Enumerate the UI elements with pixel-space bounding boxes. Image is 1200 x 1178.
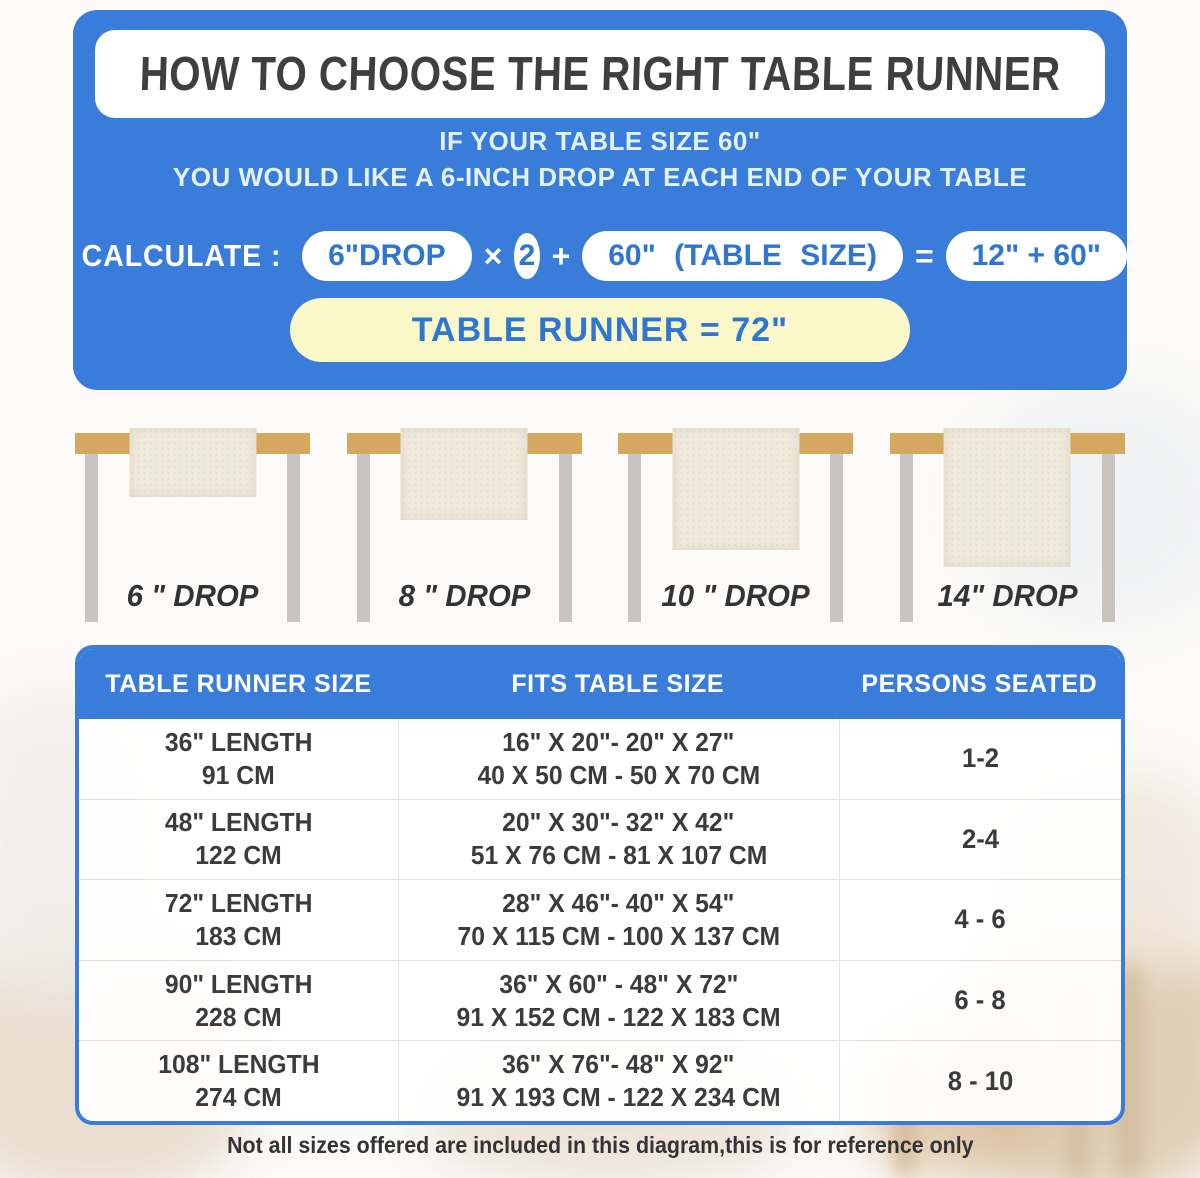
table-illustration-14in: [890, 415, 1125, 622]
runner-cloth: [944, 428, 1071, 567]
drop-label: 8 " DROP: [398, 578, 531, 613]
drop-illustrations: [75, 415, 1125, 622]
runner-size-cell: 72" LENGTH 183 CM: [79, 880, 399, 960]
times-operator: ×: [483, 237, 503, 274]
fits-size-cell: 36" X 76"- 48" X 92" 91 X 193 CM - 122 X 234 CM: [399, 1041, 840, 1121]
runner-size-cell: 108" LENGTH 274 CM: [79, 1041, 399, 1121]
runner-size-cell: 90" LENGTH 228 CM: [79, 961, 399, 1041]
fits-size-cell: 36" X 60" - 48" X 72" 91 X 152 CM - 122 X 183 CM: [399, 961, 840, 1041]
page-title: HOW TO CHOOSE THE RIGHT TABLE RUNNER: [138, 47, 1062, 101]
persons-cell: 1-2: [961, 743, 999, 774]
fits-size-cell: 20" X 30"- 32" X 42" 51 X 76 CM - 81 X 107 CM: [399, 800, 840, 880]
calculation-row: [73, 230, 1127, 282]
header-runner-size: TABLE RUNNER SIZE: [105, 669, 372, 698]
persons-cell: 2-4: [961, 823, 999, 854]
fits-size-cell: 16" X 20"- 20" X 27" 40 X 50 CM - 50 X 70 CM: [399, 719, 840, 799]
table-illustration-6in: [75, 415, 310, 622]
multiplier-pill: 2: [514, 233, 539, 279]
table-row: [79, 1041, 1121, 1121]
drop-operand-pill: 6"DROP: [302, 231, 472, 281]
persons-cell: 6 - 8: [954, 985, 1006, 1016]
hero-panel: [73, 10, 1127, 390]
persons-cell: 4 - 6: [954, 904, 1006, 935]
header-fits-table-size: FITS TABLE SIZE: [511, 669, 724, 698]
runner-cloth: [129, 428, 256, 497]
table-illustration-10in: [618, 415, 853, 622]
table-size-pill: 60" (TABLE SIZE): [582, 231, 903, 281]
table-illustration-8in: [347, 415, 582, 622]
persons-cell: 8 - 10: [947, 1065, 1014, 1096]
runner-result-pill: TABLE RUNNER = 72": [290, 298, 910, 362]
table-row: [79, 800, 1121, 881]
table-row: [79, 719, 1121, 800]
drop-label: 6 " DROP: [126, 578, 259, 613]
size-table-panel: [75, 645, 1125, 1125]
drop-label: 10 " DROP: [661, 578, 810, 613]
footnote: Not all sizes offered are included in this diagram,this is for reference only: [226, 1132, 974, 1158]
runner-size-cell: 36" LENGTH 91 CM: [79, 719, 399, 799]
subtitle-line-2: YOU WOULD LIKE A 6-INCH DROP AT EACH END OF YOUR TABLE: [172, 162, 1028, 192]
subtitle-line-1: IF YOUR TABLE SIZE 60": [439, 126, 761, 156]
sum-pill: 12" + 60": [946, 231, 1127, 281]
size-table-header: [79, 649, 1121, 719]
calculate-label: CALCULATE :: [81, 238, 282, 273]
header-persons-seated: PERSONS SEATED: [861, 669, 1098, 698]
drop-label: 14" DROP: [937, 578, 1078, 613]
size-table-body: [79, 719, 1121, 1121]
runner-cloth: [401, 428, 528, 520]
table-row: [79, 880, 1121, 961]
fits-size-cell: 28" X 46"- 40" X 54" 70 X 115 CM - 100 X 137 CM: [399, 880, 840, 960]
equals-operator: =: [914, 237, 934, 274]
runner-cloth: [672, 428, 799, 550]
plus-operator: +: [551, 237, 571, 274]
runner-size-cell: 48" LENGTH 122 CM: [79, 800, 399, 880]
title-bar: [95, 30, 1105, 118]
table-row: [79, 961, 1121, 1042]
